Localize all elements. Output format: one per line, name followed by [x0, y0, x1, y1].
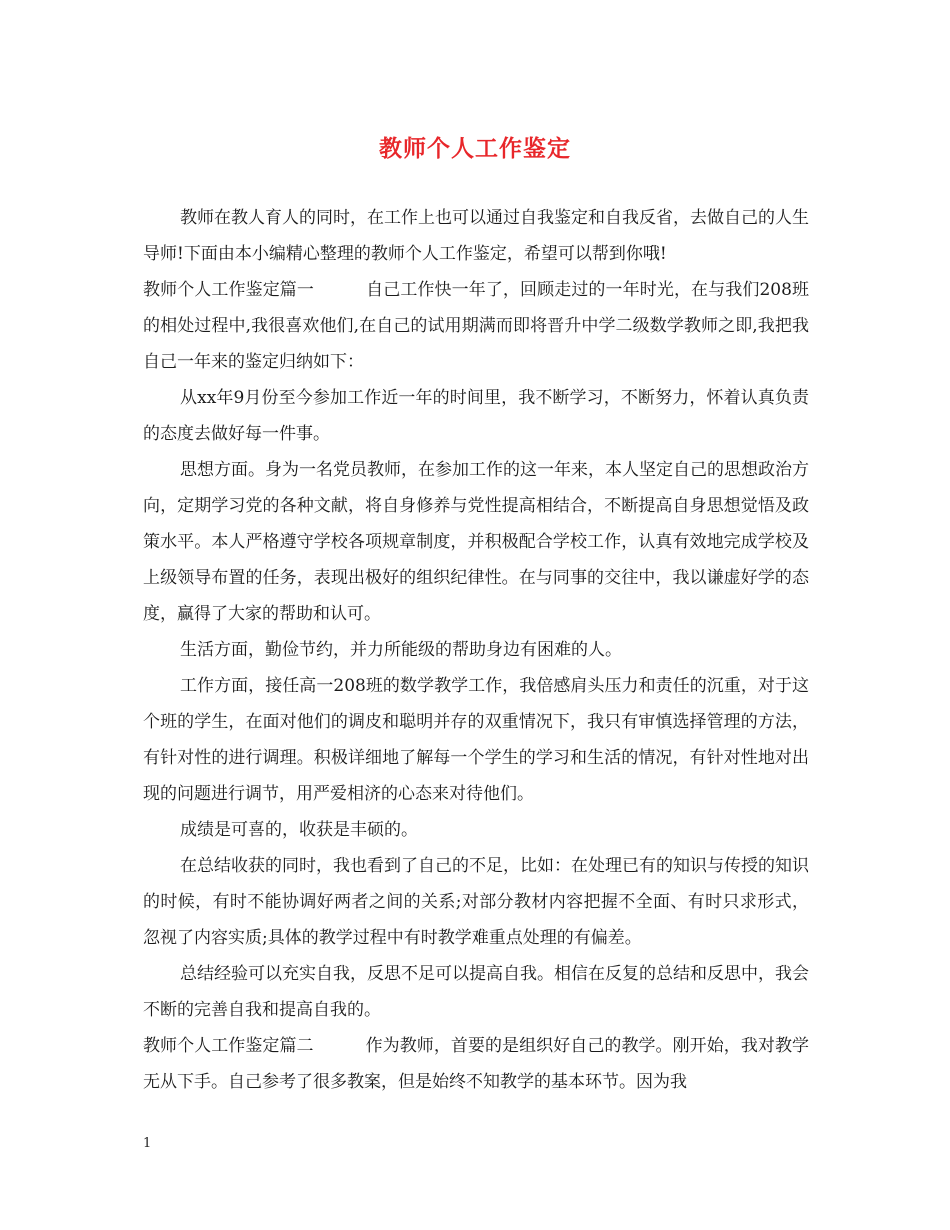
- page-number: 1: [143, 1136, 152, 1151]
- section-2-text: 作为教师，首要的是组织好自己的教学。刚开始，我对教学无从下手。自己参考了很多教案，但是始终不知教学的基本环节。因为我: [143, 1036, 810, 1092]
- intro-paragraph: 教师在教人育人的同时，在工作上也可以通过自我鉴定和自我反省，去做自己的人生导师!下面由本小编精心整理的教师个人工作鉴定，希望可以帮到你哦!: [143, 208, 809, 264]
- body-paragraph-2: 思想方面。身为一名党员教师，在参加工作的这一年来，本人坚定自己的思想政治方向，定期学习党的各种文献，将自身修养与党性提高相结合，不断提高自身思想觉悟及政策水平。本人严格遵守学校各项规章制度，并积极配合学校工作，认真有效地完成学校及上级领导布置的任务，表现出极好的组织纪律性。在与同事的交往中，我以谦虚好学的态度，赢得了大家的帮助和认可。: [143, 460, 809, 624]
- document-title: 教师个人工作鉴定: [379, 135, 571, 162]
- section-1-paragraph: [143, 272, 809, 380]
- body-paragraph-7: 总结经验可以充实自我，反思不足可以提高自我。相信在反复的总结和反思中，我会不断的完善自我和提高自我的。: [143, 964, 809, 1020]
- body-paragraph-4: 工作方面，接任高一208班的数学教学工作，我倍感肩头压力和责任的沉重，对于这个班的学生，在面对他们的调皮和聪明并存的双重情况下，我只有审慎选择管理的方法，有针对性的进行调理。积极详细地了解每一个学生的学习和生活的情况，有针对性地对出现的问题进行调节，用严爱相济的心态来对待他们。: [143, 676, 809, 804]
- body-paragraph-5: 成绩是可喜的，收获是丰硕的。: [180, 820, 418, 840]
- section-2-paragraph: [143, 1028, 809, 1100]
- section-1-text: 自己工作快一年了，回顾走过的一年时光，在与我们208班的相处过程中,我很喜欢他们,在自己的试用期满而即将晋升中学二级数学教师之即,我把我自己一年来的鉴定归纳如下：: [143, 280, 809, 372]
- section-1-heading: 教师个人工作鉴定篇一: [143, 280, 315, 300]
- body-paragraph-3: 生活方面，勤俭节约，并力所能级的帮助身边有困难的人。: [180, 640, 622, 660]
- body-paragraph-6: 在总结收获的同时，我也看到了自己的不足，比如：在处理已有的知识与传授的知识的时候，有时不能协调好两者之间的关系;对部分教材内容把握不全面、有时只求形式，忽视了内容实质;具体的教学过程中有时教学难重点处理的有偏差。: [143, 856, 809, 948]
- body-paragraph-1: 从xx年9月份至今参加工作近一年的时间里，我不断学习，不断努力，怀着认真负责的态度去做好每一件事。: [143, 388, 809, 444]
- section-2-heading: 教师个人工作鉴定篇二: [143, 1036, 314, 1056]
- document-body: [143, 200, 809, 1100]
